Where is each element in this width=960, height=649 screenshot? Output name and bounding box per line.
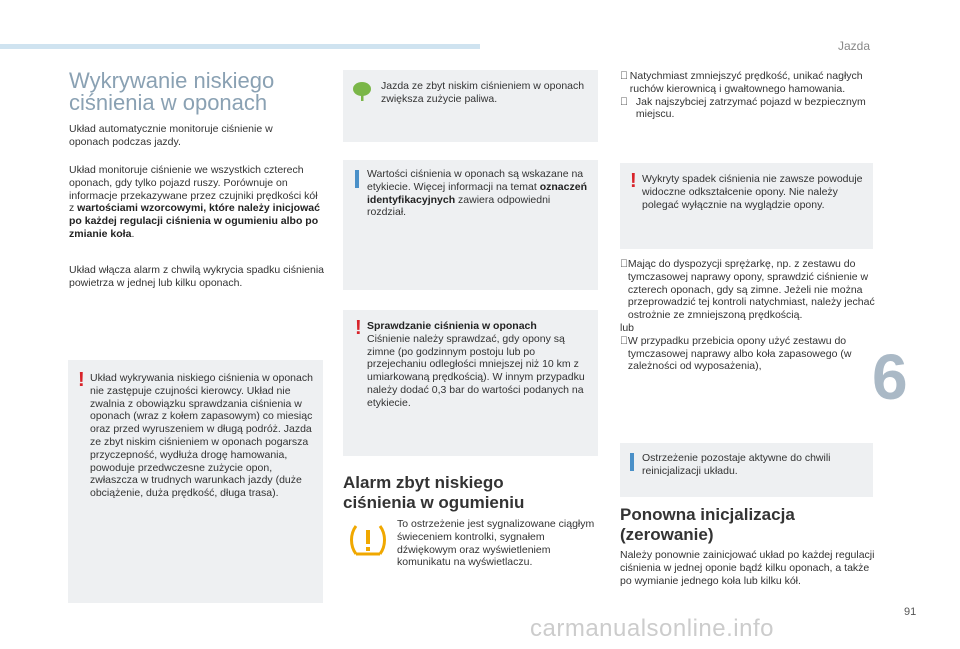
reset-heading-line1: Ponowna inicjalizacja <box>620 505 795 524</box>
eco-box-text: Jazda ze zbyt niskim ciśnieniem w oponach zwiększa zużycie paliwa. <box>381 80 585 105</box>
list-item-text: Mając do dyspozycji sprężarkę, np. z zestawu do tymczasowej naprawy opony, sprawdzić ciśnienie w czterech oponach, gdy są zimne. Jeżeli nie można przeprowadzić tej kontroli natychmiast, należy jechać ostrożnie ze zmniejszoną prędkością. <box>623 258 871 322</box>
tyre-pressure-warning-icon <box>348 522 388 558</box>
page-title-line1: Wykrywanie niskiego <box>69 68 275 93</box>
list-item <box>620 70 875 96</box>
eco-box <box>343 70 598 142</box>
page-title-line2: ciśnienia w oponach <box>69 90 268 115</box>
reset-text: Należy ponownie zainicjować układ po każdej regulacji ciśnienia w jednej oponie bądź kilku oponach, a także po wymianie jednego koła lub kilku kół. <box>620 549 875 587</box>
info-box-text <box>367 168 589 219</box>
chapter-number: 6 <box>872 341 908 413</box>
warning-icon: ! <box>355 317 362 339</box>
warning-box-check-pressure <box>343 310 598 456</box>
alarm-paragraph: Układ włącza alarm z chwilą wykrycia spadku ciśnienia powietrza w jednej lub kilku oponach. <box>69 264 325 289</box>
list-item-text: Natychmiast zmniejszyć prędkość, unikać nagłych ruchów kierownicą i gwałtownego hamowania. <box>629 70 863 95</box>
bullet-icon <box>620 96 636 122</box>
list-item-text: Jak najszybciej zatrzymać pojazd w bezpiecznym miejscu. <box>635 95 866 121</box>
reset-heading-line2: (zerowanie) <box>620 525 714 544</box>
check-pressure-body: Ciśnienie należy sprawdzać, gdy opony są zimne (po godzinnym postoju lub po przejechaniu odległości mniejszej niż 10 km z umiarkowaną prędkością). W innym przypadku należy dodać 0,3 bar do wartości podanych na etykiecie. <box>367 332 585 409</box>
bullet-icon <box>620 335 628 373</box>
check-pressure-title: Sprawdzanie ciśnienia w oponach <box>367 320 537 332</box>
section-label: Jazda <box>838 39 871 53</box>
info-box-labels <box>343 160 598 290</box>
check-pressure-text <box>367 320 591 410</box>
monitoring-paragraph <box>69 164 325 241</box>
alarm-heading-line2: ciśnienia w ogumieniu <box>343 493 525 512</box>
action-list <box>620 70 875 121</box>
info-box-active <box>620 443 873 497</box>
watermark: carmanualsonline.info <box>530 615 774 642</box>
page-number: 91 <box>904 606 917 618</box>
alarm-text: To ostrzeżenie jest sygnalizowane ciągłym świeceniem kontrolki, sygnałem dźwiękowym oraz wyświetleniem komunikatu na wyświetlaczu. <box>397 518 595 569</box>
monitoring-text-a: Układ monitoruje ciśnienie we wszystkich czterech oponach, gdy tylko pojazd ruszy. Porównuje on informacje przekazywane przez czujniki prędkości kół z <box>69 164 318 215</box>
info-active-text: Ostrzeżenie pozostaje aktywne do chwili reinicjalizacji układu. <box>642 452 831 477</box>
page-title <box>69 70 329 114</box>
list-item <box>620 258 875 322</box>
reset-heading <box>620 505 880 545</box>
leaf-icon <box>351 80 373 102</box>
bullet-icon <box>620 258 628 322</box>
alarm-heading-line1: Alarm zbyt niskiego <box>343 473 504 492</box>
warning-icon: ! <box>78 369 85 391</box>
bullet-icon <box>620 70 630 96</box>
warning-icon: ! <box>630 170 637 192</box>
action-list-2 <box>620 258 875 373</box>
top-accent-bar <box>0 44 480 49</box>
deformation-text: Wykryty spadek ciśnienia nie zawsze powoduje widoczne odkształcenie opony. Nie należy polegać wyłącznie na wyglądzie opony. <box>642 173 863 211</box>
warning-box-vigilance <box>68 360 323 603</box>
monitoring-text-bold: wartościami wzorcowymi, które należy inicjować po każdej regulacji ciśnienia w ogumieniu albo po zmianie koła <box>69 202 320 240</box>
list-item-text: W przypadku przebicia opony użyć zestawu do tymczasowej naprawy albo koła zapasowego (w zależności od wyposażenia), <box>627 334 852 373</box>
list-item <box>620 96 875 122</box>
monitoring-text-end: . <box>131 227 135 240</box>
info-icon <box>355 170 359 188</box>
intro-paragraph: Układ automatycznie monitoruje ciśnienie w oponach podczas jazdy. <box>69 123 273 148</box>
warning-box-text: Układ wykrywania niskiego ciśnienia w oponach nie zastępuje czujności kierowcy. Układ nie zwalnia z obowiązku sprawdzania ciśnienia w oponach (wraz z kołem zapasowym) co miesiąc oraz przed wyruszeniem w długą podróż. Jazda ze zbyt niskim ciśnieniem w oponach pogarsza przyczepność, wydłuża drogę hamowania, powoduje przedwczesne zużycie opon, zwłaszcza w trudnych warunkach jazdy (duże obciążenie, duża prędkość, długa trasa). <box>90 372 313 500</box>
alarm-heading <box>343 473 603 513</box>
list-item <box>620 335 875 373</box>
info-text-bold: oznaczeń identyfikacyjnych <box>367 180 587 206</box>
or-label: lub <box>620 321 635 334</box>
info-icon <box>630 453 634 471</box>
info-text-c: zawiera odpowiedni rozdział. <box>367 193 551 219</box>
warning-box-deformation <box>620 163 873 249</box>
info-text-a: Wartości ciśnienia w oponach są wskazane na etykiecie. Więcej informacji na temat <box>367 168 584 193</box>
